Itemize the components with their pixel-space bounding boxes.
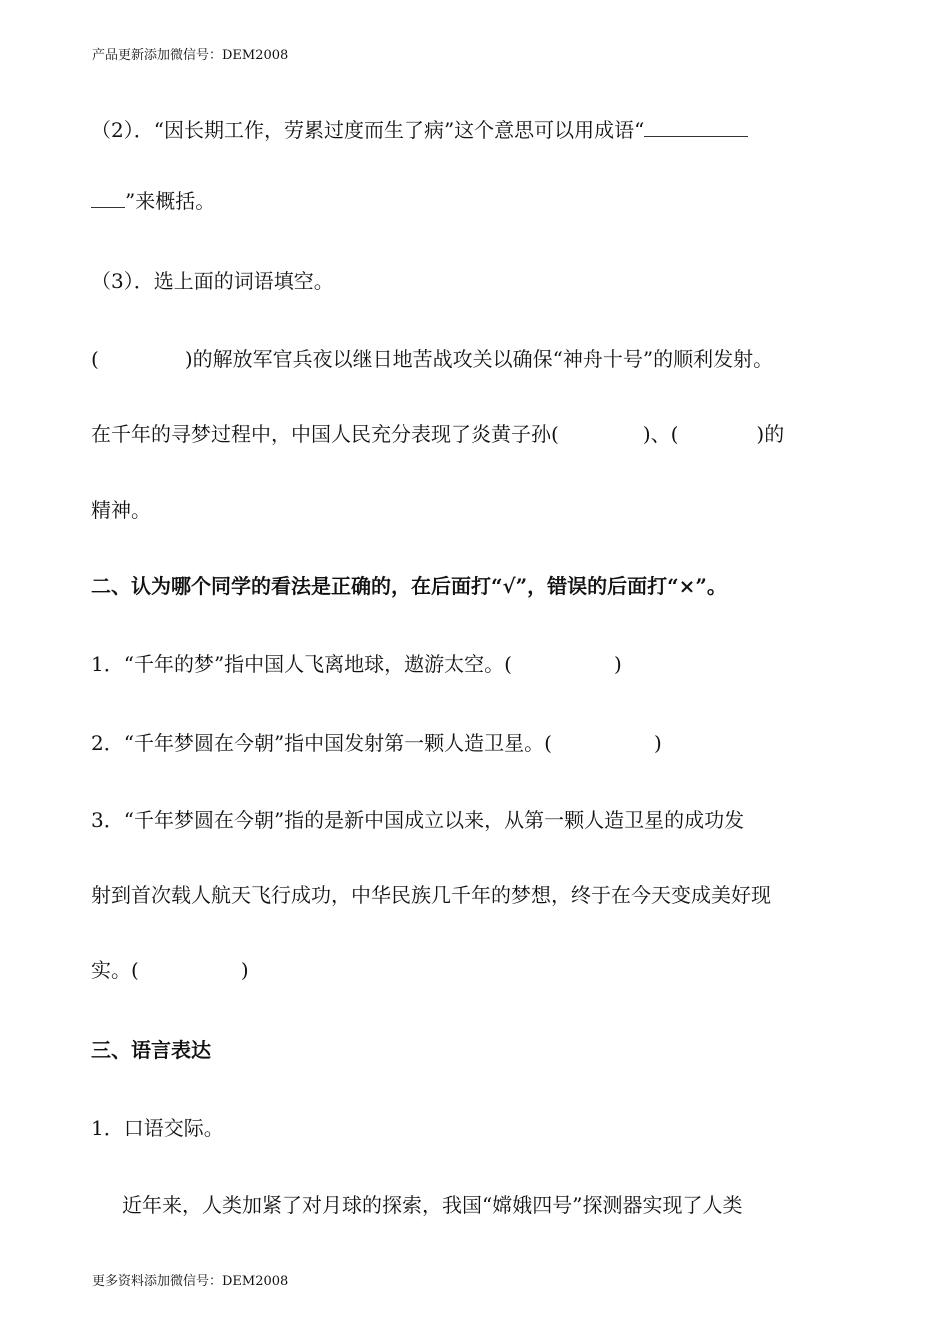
section-3-item-1: 1．口语交际。 bbox=[91, 1116, 224, 1140]
section-3-title: 三、语言表达 bbox=[91, 1038, 211, 1062]
sentence-text: )的解放军官兵夜以继日地苦战攻关以确保“神舟十号”的顺利发射。 bbox=[184, 347, 774, 371]
question-2-text: （2）．“因长期工作，劳累过度而生了病”这个意思可以用成语“ bbox=[91, 118, 645, 142]
sentence-text: )的 bbox=[756, 422, 785, 446]
paren-close: ) bbox=[240, 958, 249, 982]
section-3-paragraph: 近年来，人类加紧了对月球的探索，我国“嫦娥四号”探测器实现了人类 bbox=[122, 1193, 743, 1217]
section-2-title: 二、认为哪个同学的看法是正确的，在后面打“√”，错误的后面打“×”。 bbox=[91, 574, 727, 598]
paren-open: ( bbox=[91, 347, 99, 371]
section-2-item-1 bbox=[91, 650, 861, 678]
item-text: 1．“千年的梦”指中国人飞离地球，遨游太空。( bbox=[91, 652, 512, 676]
paren-close: ) bbox=[653, 731, 662, 755]
question-3-sentence-2-end: 精神。 bbox=[91, 498, 151, 522]
answer-blank[interactable] bbox=[644, 118, 748, 137]
section-2-item-3-line-3 bbox=[91, 956, 861, 984]
answer-blank[interactable] bbox=[91, 189, 125, 208]
section-2-item-3-line-2: 射到首次载人航天飞行成功，中华民族几千年的梦想，终于在今天变成美好现 bbox=[91, 883, 771, 907]
question-2-line-1 bbox=[91, 116, 861, 144]
question-3-sentence-2 bbox=[91, 420, 861, 448]
paren-close: ) bbox=[613, 652, 622, 676]
section-2-item-2 bbox=[91, 729, 861, 757]
question-3-label: （3）．选上面的词语填空。 bbox=[91, 269, 334, 293]
item-text: 实。( bbox=[91, 958, 139, 982]
section-2-item-3-line-1: 3．“千年梦圆在今朝”指的是新中国成立以来，从第一颗人造卫星的成功发 bbox=[91, 808, 745, 832]
question-2-line-2 bbox=[91, 187, 861, 215]
question-2-text-end: ”来概括。 bbox=[125, 189, 216, 213]
page-footer: 更多资料添加微信号：DEM2008 bbox=[92, 1274, 289, 1289]
sentence-text: )、( bbox=[642, 422, 679, 446]
item-text: 2．“千年梦圆在今朝”指中国发射第一颗人造卫星。( bbox=[91, 731, 552, 755]
sentence-text: 在千年的寻梦过程中，中国人民充分表现了炎黄子孙( bbox=[91, 422, 559, 446]
question-3-sentence-1 bbox=[91, 345, 861, 373]
page-header: 产品更新添加微信号：DEM2008 bbox=[92, 48, 289, 63]
